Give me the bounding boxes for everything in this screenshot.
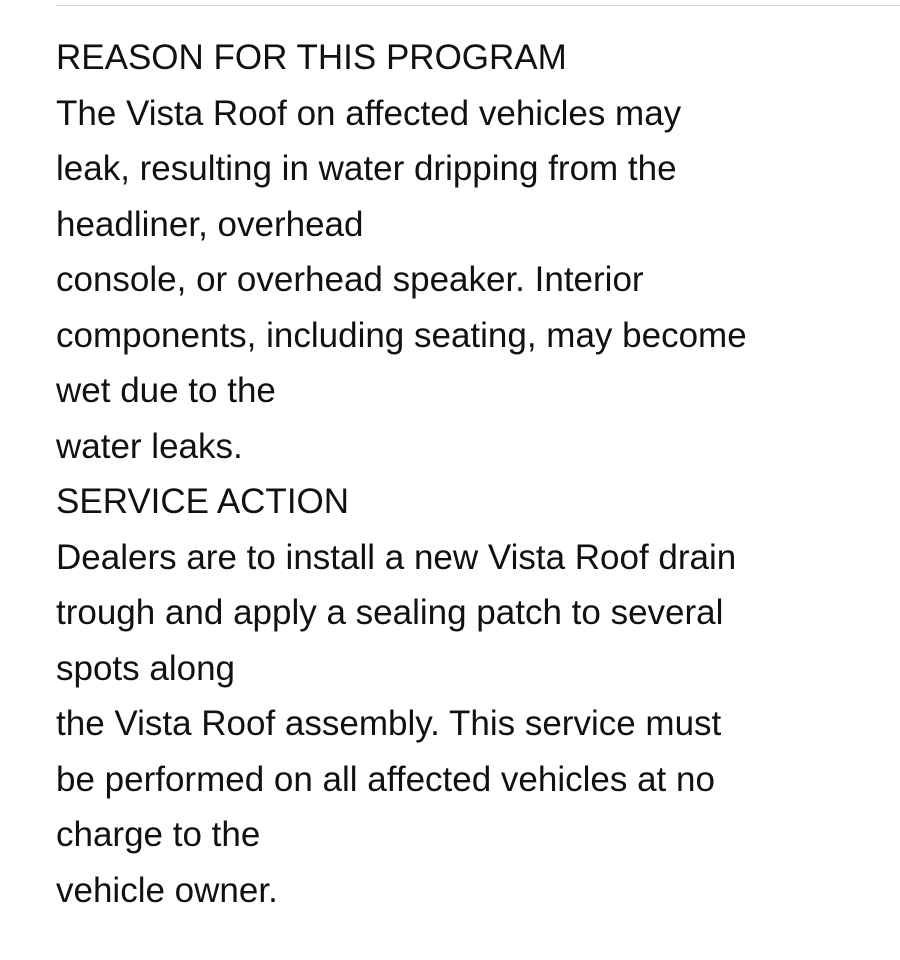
service-action-line: Dealers are to install a new Vista Roof drain bbox=[56, 537, 737, 577]
service-action-line: be performed on all affected vehicles at no bbox=[56, 759, 715, 799]
reason-line: wet due to the bbox=[56, 371, 276, 410]
service-action-heading: SERVICE ACTION bbox=[56, 482, 350, 521]
reason-line: leak, resulting in water dripping from the bbox=[56, 149, 677, 188]
service-action-section bbox=[56, 474, 856, 918]
notice-text bbox=[56, 30, 856, 918]
reason-line: components, including seating, may become bbox=[56, 315, 747, 355]
reason-line: headliner, overhead bbox=[56, 204, 364, 244]
service-action-line: the Vista Roof assembly. This service must bbox=[56, 704, 722, 743]
reason-section bbox=[56, 30, 856, 474]
reason-line: water leaks. bbox=[56, 426, 243, 466]
service-action-line: spots along bbox=[56, 648, 236, 688]
reason-line: console, or overhead speaker. Interior bbox=[56, 260, 644, 299]
service-action-line: charge to the bbox=[56, 815, 261, 854]
reason-heading: REASON FOR THIS PROGRAM bbox=[56, 38, 567, 77]
service-action-line: vehicle owner. bbox=[56, 870, 278, 910]
reason-line: The Vista Roof on affected vehicles may bbox=[56, 93, 682, 133]
service-action-line: trough and apply a sealing patch to several bbox=[56, 593, 724, 632]
top-divider bbox=[56, 5, 900, 6]
